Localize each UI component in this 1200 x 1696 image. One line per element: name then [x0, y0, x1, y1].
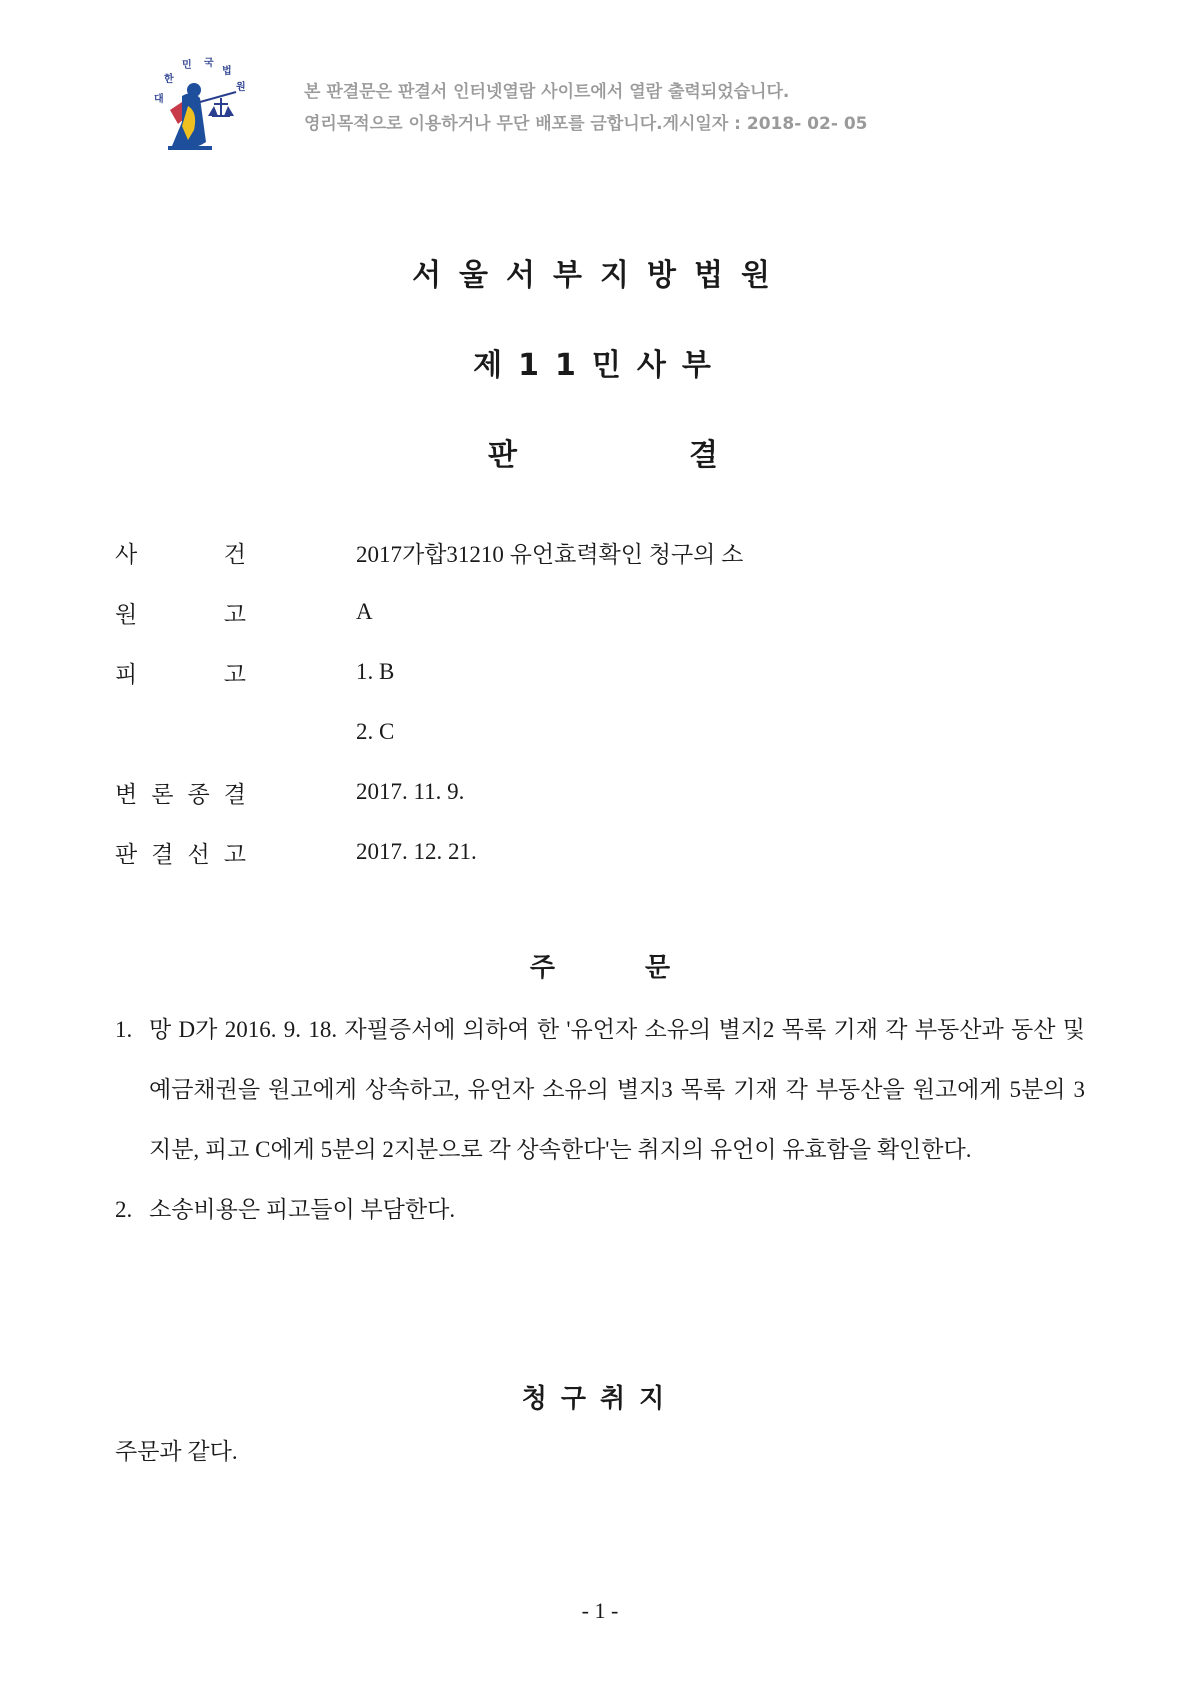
- svg-text:대: 대: [154, 94, 164, 105]
- notice-line-1: 본 판결문은 판결서 인터넷열람 사이트에서 열람 출력되었습니다.: [304, 82, 790, 102]
- case-info-row: [115, 522, 1095, 582]
- plaintiff-value: A: [356, 599, 373, 624]
- defendant-value-2: 2. C: [356, 719, 395, 744]
- claim-text: 주문과 같다.: [115, 1439, 238, 1464]
- order-number: 2.: [115, 1197, 133, 1222]
- judgment-date-label: 판 결 선 고: [115, 841, 246, 867]
- order-number: 1.: [115, 1017, 133, 1042]
- case-info-row: [115, 762, 1095, 822]
- print-notice: [304, 76, 867, 140]
- document-title-char: 판: [488, 438, 517, 473]
- case-label: 사 건: [115, 541, 246, 567]
- case-value: 2017가합31210 유언효력확인 청구의 소: [356, 541, 744, 567]
- defendant-label: 피 고: [115, 661, 246, 687]
- case-info-row: [115, 642, 1095, 702]
- order-item: [115, 1180, 1085, 1240]
- order-section-title: 주 문: [529, 953, 671, 983]
- svg-text:원: 원: [236, 82, 246, 93]
- order-text: 망 D가 2016. 9. 18. 자필증서에 의하여 한 '유언자 소유의 별지2 목록 기재 각 부동산과 동산 및 예금채권을 원고에게 상속하고, 유언자 소유의 별지3 목록 기재 각 부동산을 원고에게 5분의 3 지분, 피고 C에게 5분의 2지분으로 각 상속한다'는 취지의 유언이 유효함을 확인한다.: [149, 1017, 1085, 1162]
- plaintiff-label: 원 고: [115, 601, 246, 627]
- svg-text:한: 한: [164, 74, 174, 85]
- claim-section-title: 청구취지: [521, 1384, 679, 1414]
- judgment-date: 2017. 12. 21.: [356, 839, 477, 864]
- svg-text:국: 국: [204, 58, 214, 69]
- order-item: [115, 1000, 1085, 1180]
- svg-text:법: 법: [222, 66, 232, 77]
- svg-text:민: 민: [182, 60, 192, 71]
- document-header: [148, 52, 908, 162]
- page-number: - 1 -: [581, 1598, 619, 1623]
- case-info-row: [115, 702, 1095, 762]
- closing-argument-date: 2017. 11. 9.: [356, 779, 465, 804]
- closing-argument-label: 변 론 종 결: [115, 781, 246, 807]
- document-title: [488, 430, 718, 474]
- case-info-row: [115, 582, 1095, 642]
- court-emblem-logo: [148, 52, 266, 158]
- order-text: 소송비용은 피고들이 부담한다.: [149, 1197, 456, 1222]
- case-info-table: [115, 522, 1095, 882]
- court-division: 제11민사부: [473, 348, 727, 383]
- notice-line-2: 영리목적으로 이용하거나 무단 배포를 금합니다.게시일자 : 2018- 02- 05: [304, 114, 868, 134]
- order-list: [115, 1000, 1085, 1240]
- document-title-char: 결: [689, 438, 718, 473]
- defendant-value-1: 1. B: [356, 659, 395, 684]
- court-name: 서울서부지방법원: [412, 258, 788, 293]
- case-info-row: [115, 822, 1095, 882]
